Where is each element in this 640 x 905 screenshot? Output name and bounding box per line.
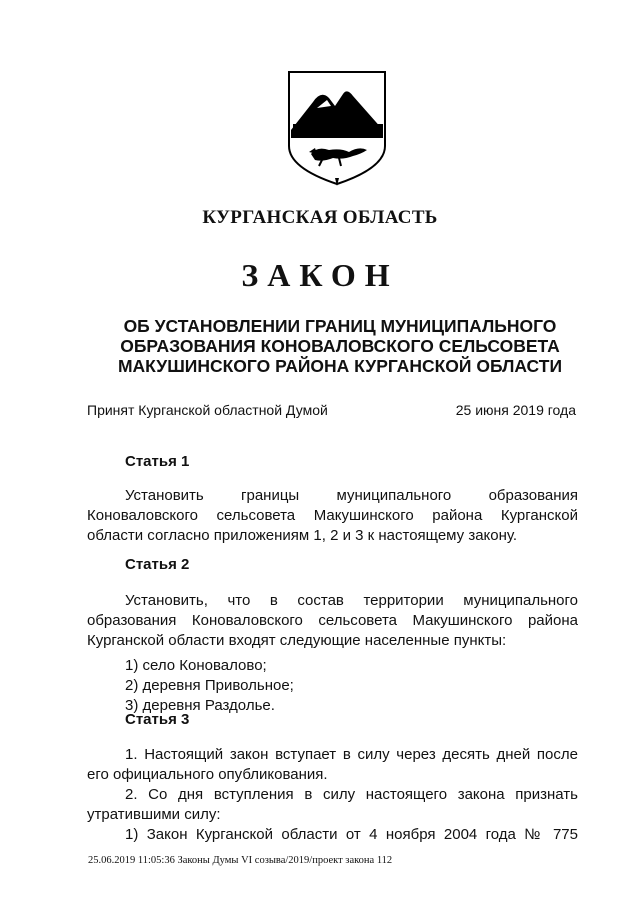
article-3-paragraph: 2. Со дня вступления в силу настоящего закона признать утратившими силу: (87, 786, 578, 823)
settlement-item: 3) деревня Раздолье. (125, 697, 275, 714)
document-type: ЗАКОН (241, 257, 399, 293)
article-1-paragraph: Установить границы муниципального образования Коноваловского сельсовета Макушинского района Курганской области согласно приложениям 1, 2 и 3 к настоящему закону. (87, 487, 578, 544)
law-title-line: ОБРАЗОВАНИЯ КОНОВАЛОВСКОГО СЕЛЬСОВЕТА (120, 336, 560, 356)
article-1-heading: Статья 1 (125, 453, 190, 470)
article-2-heading: Статья 2 (125, 556, 190, 573)
article-2-paragraph: Установить, что в состав территории муниципального образования Коноваловского сельсовета Макушинского района Курганской области входят следующие населенные пункты: (87, 592, 578, 649)
article-1-text (87, 486, 578, 546)
article-3-paragraph: 1. Настоящий закон вступает в силу через десять дней после его официального опубликования. (87, 746, 578, 783)
region-name: КУРГАНСКАЯ ОБЛАСТЬ (202, 207, 438, 228)
article-3-text (87, 745, 578, 845)
settlement-item: 1) село Коновалово; (125, 657, 267, 674)
coat-of-arms-icon (283, 68, 391, 186)
adoption-date: 25 июня 2019 года (455, 402, 576, 418)
document-footer: 25.06.2019 11:05:36 Законы Думы VI созыва/2019/проект закона 112 (88, 855, 393, 866)
law-title-line: МАКУШИНСКОГО РАЙОНА КУРГАНСКОЙ ОБЛАСТИ (117, 356, 563, 376)
settlement-item: 2) деревня Привольное; (125, 677, 294, 694)
law-title (60, 316, 620, 376)
article-3-paragraph: 1) Закон Курганской области от 4 ноября 2004 года № 775 (125, 826, 578, 843)
article-2-text (87, 591, 578, 651)
adopted-by: Принят Курганской областной Думой (87, 402, 328, 418)
law-title-line: ОБ УСТАНОВЛЕНИИ ГРАНИЦ МУНИЦИПАЛЬНОГО (123, 316, 557, 336)
article-3-heading: Статья 3 (125, 711, 190, 728)
